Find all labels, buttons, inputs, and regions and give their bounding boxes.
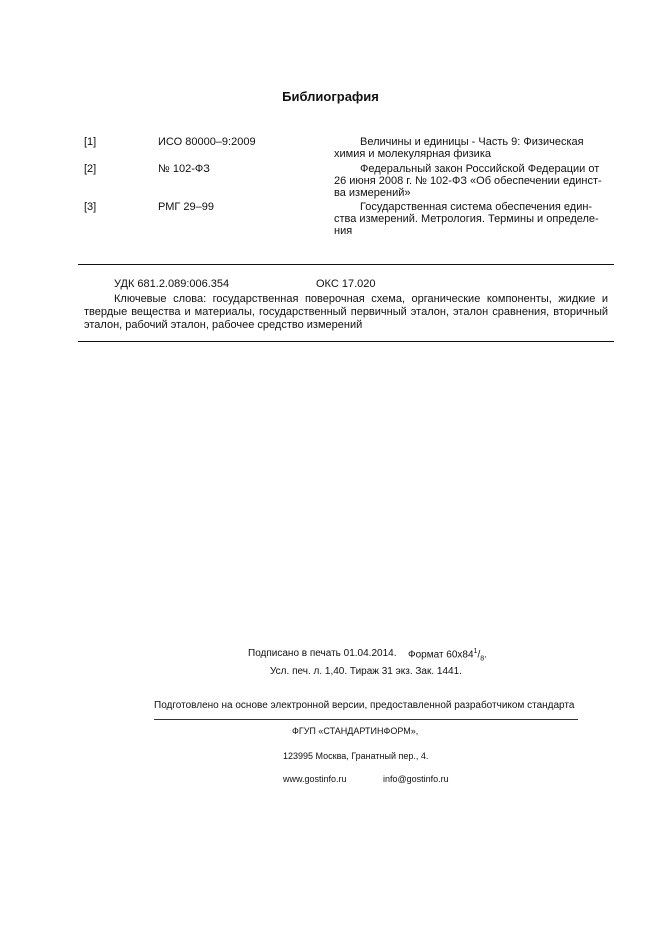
- keywords-line: твердые вещества и материалы, государственный первичный эталон, эталон сравнения, вторичный: [84, 306, 608, 318]
- description-line: Государственная система обеспечения един-: [360, 201, 593, 213]
- entry-number: [3]: [84, 201, 97, 213]
- description-line: Федеральный закон Российской Федерации от: [360, 163, 600, 175]
- udk-code: УДК 681.2.089:006.354: [114, 278, 230, 290]
- entry-number: [2]: [84, 163, 97, 175]
- publisher-address: 123995 Москва, Гранатный пер., 4.: [283, 751, 429, 761]
- keywords-line: Ключевые слова: государственная поверочная схема, органические компоненты, жидкие и: [114, 293, 608, 305]
- format-suffix: .: [484, 649, 487, 661]
- bibliography-title: Библиография: [282, 89, 379, 104]
- description-line: ния: [334, 225, 353, 237]
- imprint-signed: Подписано в печать 01.04.2014.: [248, 648, 397, 659]
- prepared-note: Подготовлено на основе электронной версии, предоставленной разработчиком стандарта: [154, 700, 575, 711]
- format-prefix: Формат 60x84: [408, 649, 474, 661]
- entry-description: [334, 136, 602, 160]
- imprint-divider: [154, 719, 578, 720]
- format-denominator: 8: [480, 655, 485, 663]
- publisher-website[interactable]: www.gostinfo.ru: [283, 774, 347, 784]
- entry-description: [334, 201, 602, 237]
- description-line: ва измерений»: [334, 187, 411, 199]
- imprint-print-details: Усл. печ. л. 1,40. Тираж 31 экз. Зак. 1441.: [270, 666, 462, 677]
- top-divider: [78, 264, 614, 265]
- imprint-format: Формат $60x84^1/_8$.: [408, 648, 487, 663]
- description-line: ства измерений. Метрология. Термины и определе-: [334, 213, 599, 225]
- bottom-divider: [78, 341, 614, 342]
- keywords-line: эталон, рабочий эталон, рабочее средство измерений: [84, 319, 363, 331]
- entry-code: РМГ 29–99: [158, 201, 214, 213]
- entry-code: № 102-ФЗ: [158, 163, 210, 175]
- description-line: 26 июня 2008 г. № 102-ФЗ «Об обеспечении единст-: [334, 175, 602, 187]
- publisher-email[interactable]: info@gostinfo.ru: [383, 774, 449, 784]
- description-line: химия и молекулярная физика: [334, 148, 491, 160]
- oks-code: ОКС 17.020: [316, 278, 376, 290]
- entry-description: [334, 163, 602, 199]
- description-line: Величины и единицы - Часть 9: Физическая: [360, 136, 584, 148]
- entry-number: [1]: [84, 136, 97, 148]
- format-numerator: 1: [473, 648, 478, 655]
- entry-code: ИСО 80000–9:2009: [158, 136, 256, 148]
- publisher-name: ФГУП «СТАНДАРТИНФОРМ»,: [292, 726, 419, 736]
